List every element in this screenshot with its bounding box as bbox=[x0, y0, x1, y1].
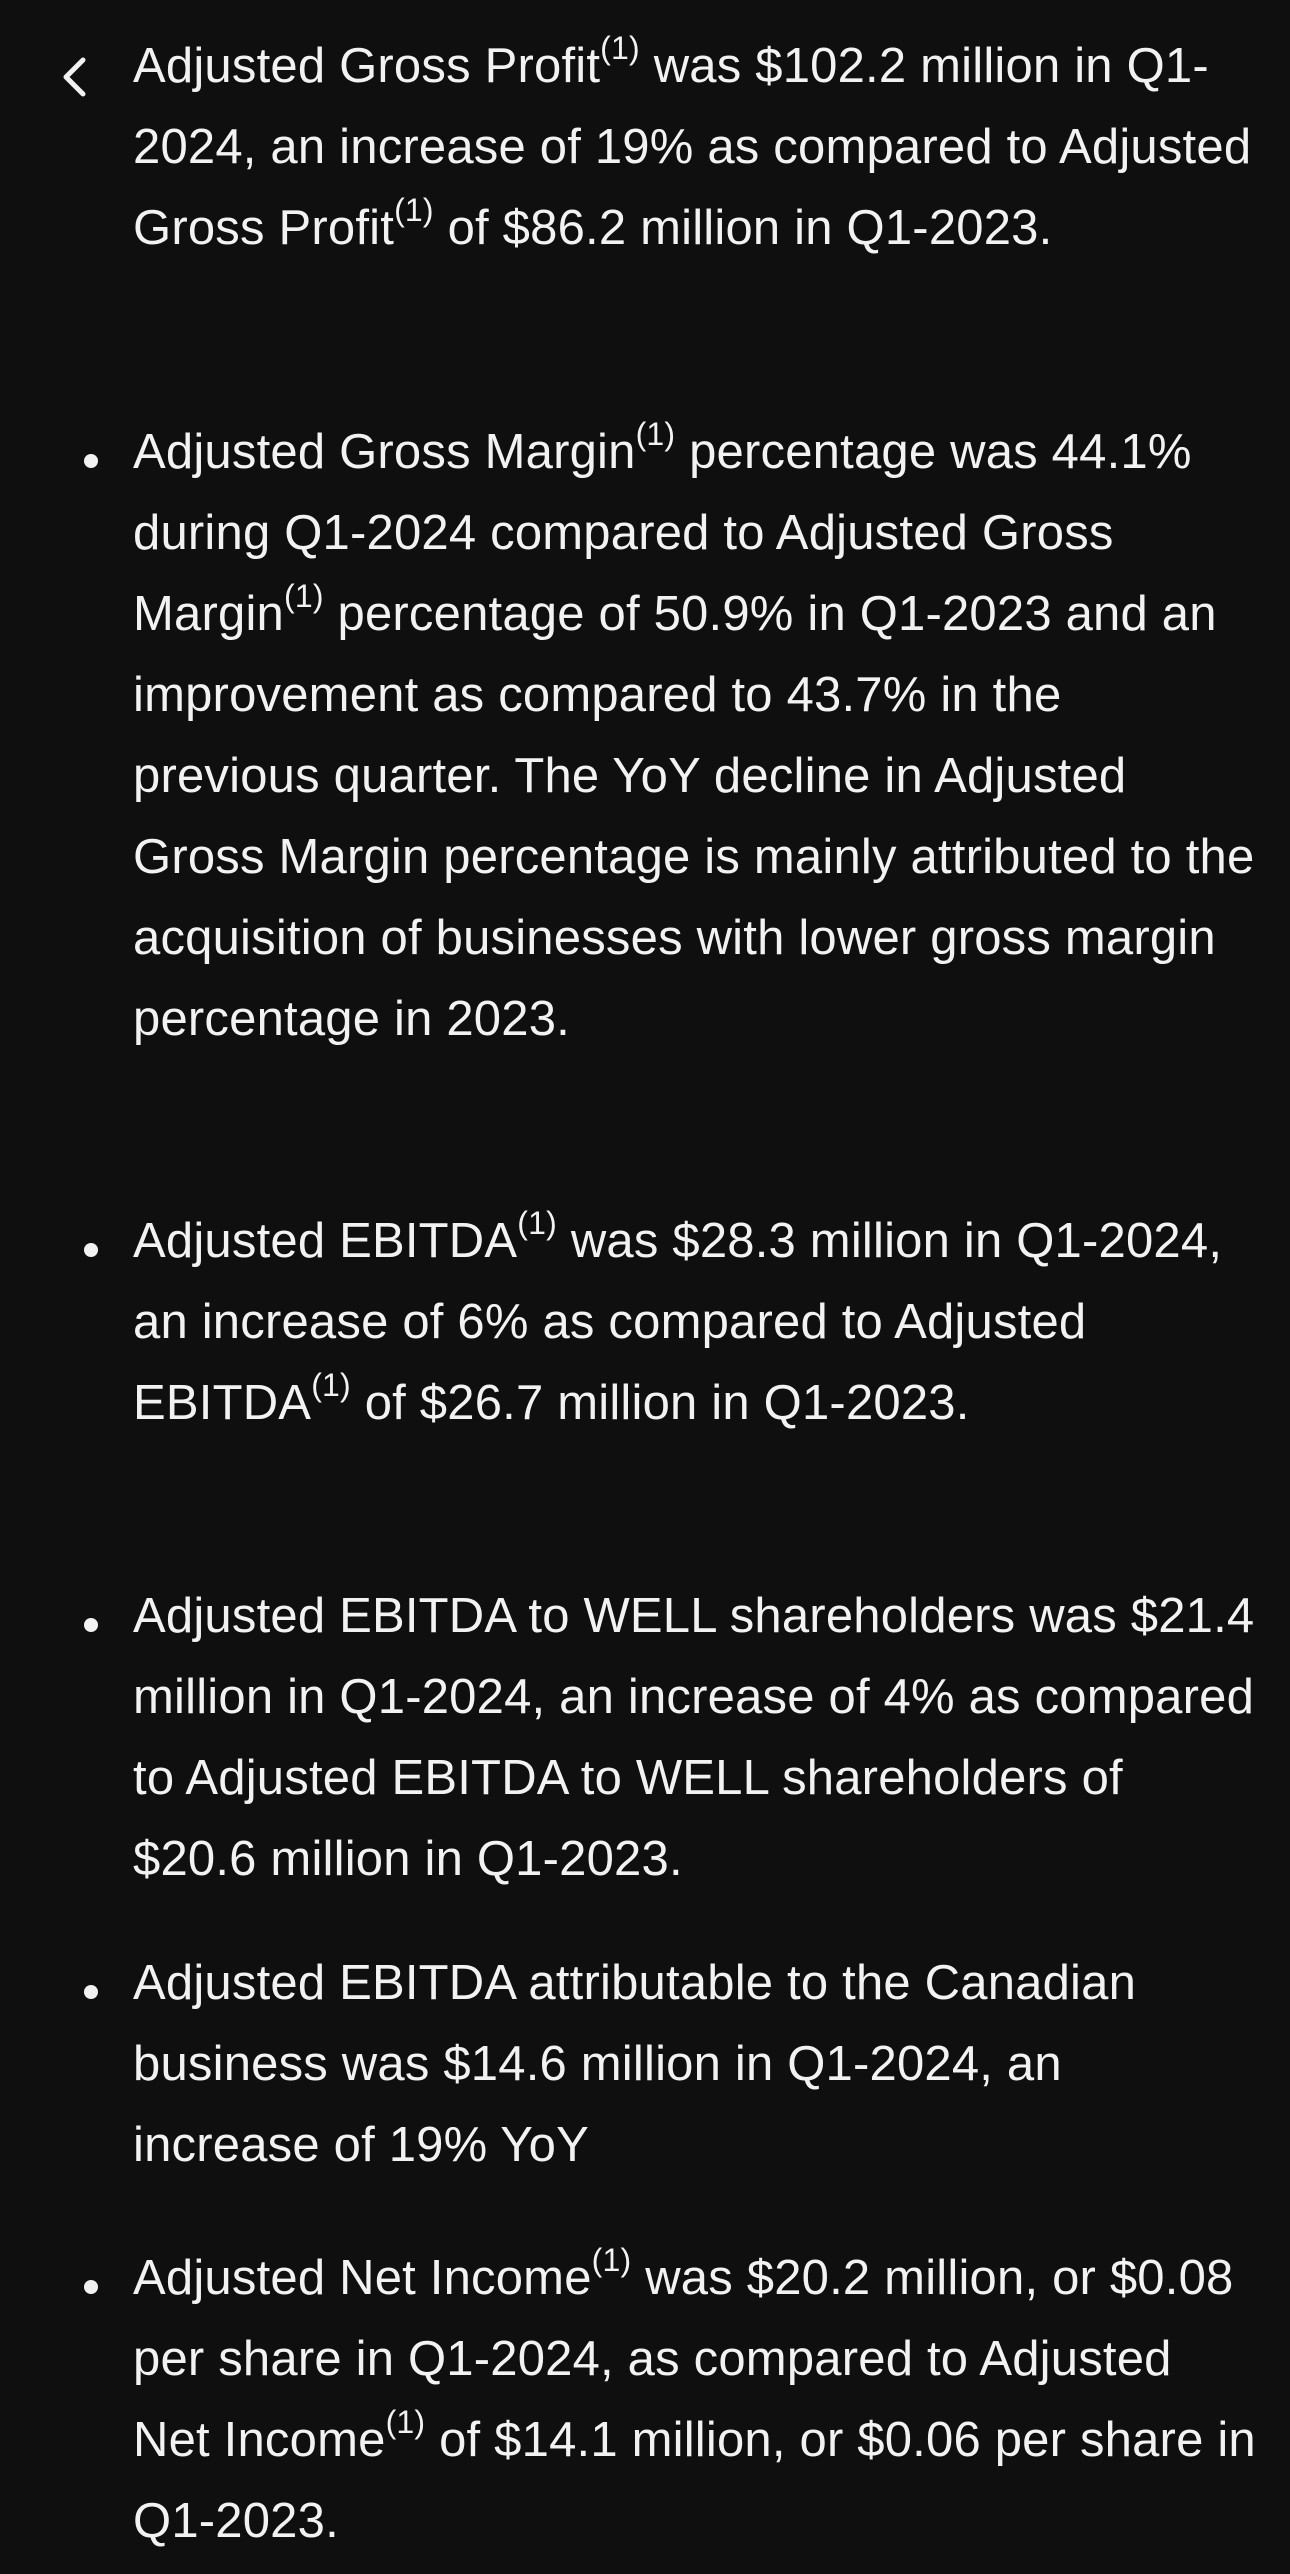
bullet-dot bbox=[84, 1618, 98, 1632]
footnote-marker: (1) bbox=[517, 1204, 557, 1241]
text-segment: of $86.2 million in Q1-2023. bbox=[433, 201, 1053, 255]
footnote-marker: (1) bbox=[311, 1366, 351, 1403]
text-segment: was $102.2 million in Q1-2024, an increase of 19% as compared to Adjusted Gross Profit bbox=[133, 39, 1266, 255]
footnote-marker: (1) bbox=[283, 577, 324, 614]
list-item-text bbox=[133, 2238, 1270, 2562]
text-segment: Adjusted Net Income bbox=[133, 2251, 592, 2305]
text-segment: of $26.7 million in Q1-2023. bbox=[350, 1376, 970, 1430]
text-segment: percentage of 50.9% in Q1-2023 and an improvement as compared to 43.7% in the previous quarter. The YoY decline in Adjusted Gross Margin percentage is mainly attributed to the acquisition of businesses with lower gross margin percentage in 2023. bbox=[133, 587, 1269, 1046]
bullet-dot bbox=[84, 1985, 98, 1999]
chevron-left-icon bbox=[57, 52, 91, 107]
text-segment: percentage was 44.1% during Q1-2024 compared to Adjusted Gross Margin bbox=[133, 425, 1206, 641]
text-segment: Adjusted EBITDA attributable to the Canadian business was $14.6 million in Q1-2024, an increase of 19% YoY bbox=[133, 1956, 1150, 2172]
footnote-marker: (1) bbox=[600, 29, 640, 66]
list-item-text bbox=[133, 26, 1266, 269]
list-item-text bbox=[133, 1201, 1258, 1444]
bullet-dot bbox=[84, 2280, 98, 2294]
text-segment: Adjusted EBITDA bbox=[133, 1214, 518, 1268]
text-segment: was $20.2 million, or $0.08 per share in Q1-2024, as compared to Adjusted Net Income bbox=[133, 2251, 1248, 2467]
footnote-marker: (1) bbox=[394, 191, 434, 228]
text-segment: Adjusted EBITDA to WELL shareholders was $21.4 million in Q1-2024, an increase of 4% as compared to Adjusted EBITDA to WELL shareholders of $20.6 million in Q1-2023. bbox=[133, 1589, 1269, 1886]
list-item-text bbox=[133, 412, 1269, 1060]
footnote-marker: (1) bbox=[635, 415, 676, 452]
bullet-dot bbox=[84, 1243, 98, 1257]
text-segment: Adjusted Gross Margin bbox=[133, 425, 636, 479]
bullet-dot bbox=[84, 454, 98, 468]
footnote-marker: (1) bbox=[385, 2403, 426, 2440]
text-segment: Adjusted Gross Profit bbox=[133, 39, 601, 93]
text-segment: was $28.3 million in Q1-2024, an increase of 6% as compared to Adjusted EBITDA bbox=[133, 1214, 1236, 1430]
list-item-text bbox=[133, 1576, 1269, 1900]
list-item-text bbox=[133, 1943, 1258, 2186]
back-button[interactable] bbox=[50, 44, 98, 114]
text-segment: of $14.1 million, or $0.06 per share in Q1-2023. bbox=[133, 2413, 1270, 2548]
footnote-marker: (1) bbox=[591, 2241, 632, 2278]
